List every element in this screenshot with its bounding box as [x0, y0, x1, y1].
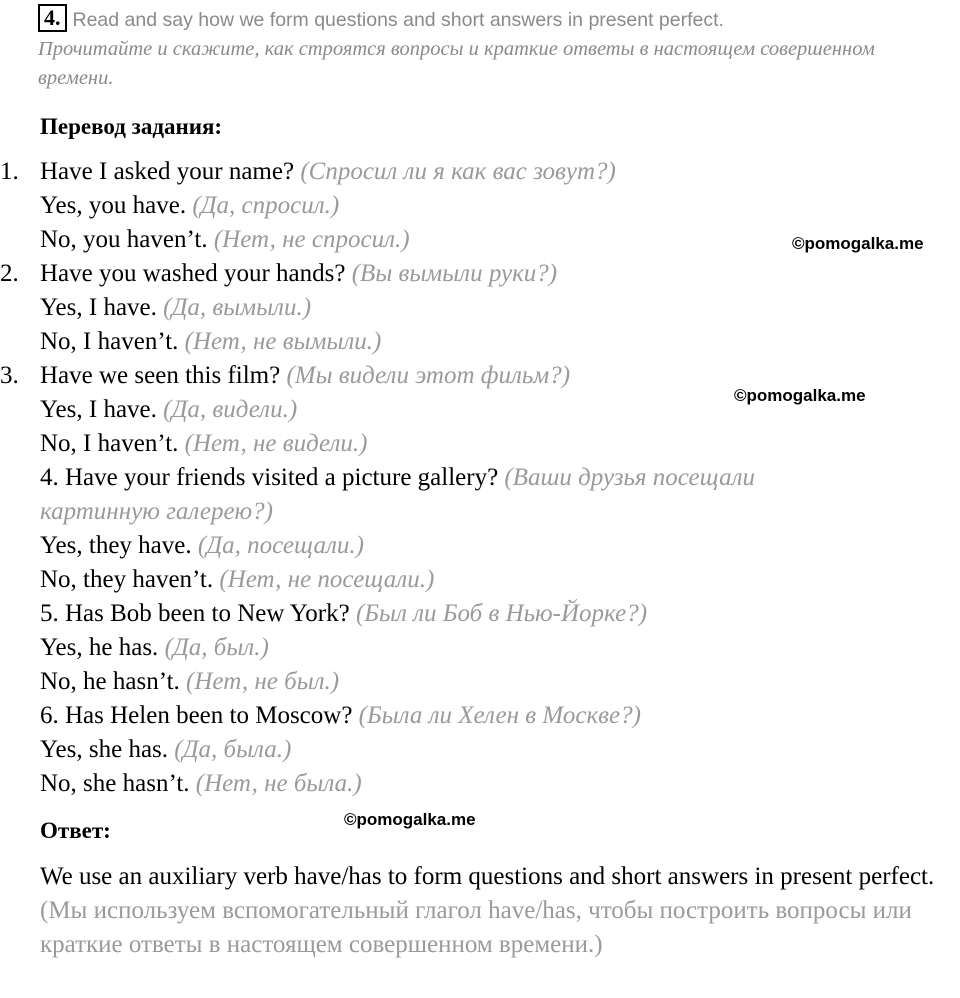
no-translation: (Нет, не спросил.) [213, 226, 410, 253]
question-text: Have I asked your name? [40, 158, 295, 185]
answer-text-en: We use an auxiliary verb have/has to form questions and short answers in present perfect. [40, 863, 935, 890]
yes-answer: Yes, you have. [40, 192, 187, 219]
watermark: ©pomogalka.me [344, 810, 476, 829]
yes-translation: (Да, был.) [164, 634, 269, 661]
item-4-question-cont [40, 496, 273, 528]
instruction-en: Read and say how we form questions and short answers in present perfect. [72, 9, 724, 31]
item-4-no [40, 564, 434, 596]
no-translation: (Нет, не видели.) [184, 430, 368, 457]
watermark: ©pomogalka.me [792, 234, 924, 253]
yes-answer: Yes, he has. [40, 634, 159, 661]
instruction-ru: Прочитайте и скажите, как строятся вопросы и краткие ответы в настоящем совершенном времени. [38, 38, 875, 89]
question-text: Have your friends visited a picture gallery? [65, 464, 499, 491]
item-number: 2. [0, 260, 19, 287]
item-1-no [40, 224, 410, 256]
item-6-no [40, 768, 362, 800]
no-answer: No, she hasn’t. [40, 770, 190, 797]
item-4-yes [40, 530, 364, 562]
no-answer: No, they haven’t. [40, 566, 214, 593]
yes-translation: (Да, была.) [174, 736, 292, 763]
item-3-no [40, 428, 367, 460]
item-number: 1. [0, 158, 19, 185]
yes-translation: (Да, посещали.) [197, 532, 364, 559]
item-5-no [40, 666, 339, 698]
yes-translation: (Да, видели.) [163, 396, 298, 423]
item-1-question [0, 156, 616, 188]
yes-translation: (Да, спросил.) [192, 192, 340, 219]
no-translation: (Нет, не была.) [195, 770, 362, 797]
question-translation: (Спросил ли я как вас зовут?) [300, 158, 616, 185]
yes-answer: Yes, they have. [40, 532, 192, 559]
no-answer: No, I haven’t. [40, 430, 179, 457]
task-header [38, 4, 953, 92]
question-text: Have we seen this film? [40, 362, 281, 389]
question-translation: (Ваши друзья посещали [504, 464, 755, 491]
question-translation: (Была ли Хелен в Москве?) [358, 702, 641, 729]
yes-answer: Yes, I have. [40, 294, 157, 321]
question-translation-cont: картинную галерею?) [40, 498, 273, 525]
yes-translation: (Да, вымыли.) [163, 294, 312, 321]
no-translation: (Нет, не посещали.) [219, 566, 435, 593]
task-number: 4. [38, 4, 67, 32]
answer-paragraph [40, 860, 955, 962]
item-3-yes [40, 394, 297, 426]
question-translation: (Вы вымыли руки?) [351, 260, 558, 287]
question-text: Have you washed your hands? [40, 260, 346, 287]
no-answer: No, I haven’t. [40, 328, 179, 355]
yes-answer: Yes, I have. [40, 396, 157, 423]
no-answer: No, you haven’t. [40, 226, 208, 253]
watermark: ©pomogalka.me [734, 386, 866, 405]
answer-heading: Ответ: [40, 818, 111, 843]
translation-heading: Перевод задания: [40, 114, 223, 139]
item-6-question [40, 700, 641, 732]
item-number: 5. [40, 600, 59, 627]
item-number: 4. [40, 464, 59, 491]
item-2-no [40, 326, 381, 358]
answer-text-ru: (Мы используем вспомогательный глагол have/has, чтобы построить вопросы или краткие ответы в настоящем совершенном времени.) [40, 897, 912, 958]
question-translation: (Мы видели этот фильм?) [286, 362, 571, 389]
item-2-question [0, 258, 558, 290]
question-text: Has Bob been to New York? [65, 600, 350, 627]
item-1-yes [40, 190, 339, 222]
item-number: 6. [40, 702, 59, 729]
yes-answer: Yes, she has. [40, 736, 169, 763]
item-4-question [40, 462, 755, 494]
no-answer: No, he hasn’t. [40, 668, 180, 695]
item-number: 3. [0, 362, 19, 389]
item-2-yes [40, 292, 311, 324]
no-translation: (Нет, не вымыли.) [184, 328, 382, 355]
item-6-yes [40, 734, 291, 766]
no-translation: (Нет, не был.) [186, 668, 340, 695]
item-5-yes [40, 632, 269, 664]
item-3-question [0, 360, 571, 392]
question-text: Has Helen been to Moscow? [65, 702, 353, 729]
question-translation: (Был ли Боб в Нью-Йорке?) [355, 600, 648, 627]
item-5-question [40, 598, 647, 630]
